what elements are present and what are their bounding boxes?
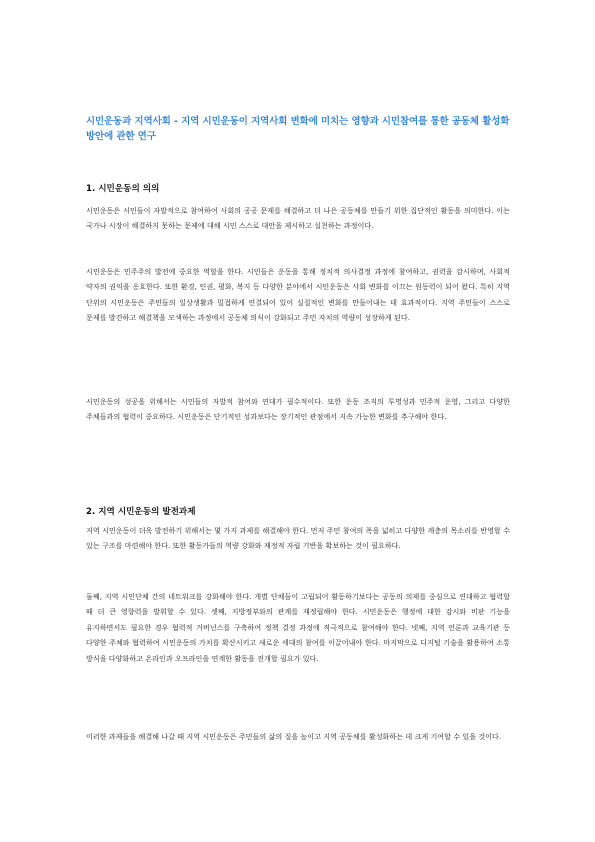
section-heading-1: 1. 시민운동의 의의 xyxy=(86,184,160,194)
section-2-paragraph-1: 지역 시민운동이 더욱 발전하기 위해서는 몇 가지 과제를 해결해야 한다. 먼저 주민 참여의 폭을 넓히고 다양한 계층의 목소리를 반영할 수 있는 구조를 마련해야 한다. 또한 활동가들의 역량 강화와 재정적 자립 기반을 확보하는 것이 필요하다. xyxy=(86,526,510,551)
section-2-paragraph-3: 이러한 과제들을 해결해 나갈 때 지역 시민운동은 주민들의 삶의 질을 높이고 지역 공동체를 활성화하는 데 크게 기여할 수 있을 것이다. xyxy=(86,732,502,741)
section-heading-2: 2. 지역 시민운동의 발전과제 xyxy=(86,507,196,517)
section-2-paragraph-2: 둘째, 지역 시민단체 간의 네트워크를 강화해야 한다. 개별 단체들이 고립되어 활동하기보다는 공동의 의제를 중심으로 연대하고 협력할 때 더 큰 영향력을 발휘할 수 있다. 셋째, 지방정부와의 관계를 재정립해야 한다. 시민운동은 행정에 대한 감시와 비판 기능을 유지하면서도 필요한 경우 협력적 거버넌스를 구축하여 정책 결정 과정에 적극적으로 참여해야 한다. 넷째, 지역 언론과 교육기관 등 다양한 주체와 협력하여 시민운동의 가치를 확산시키고 새로운 세대의 참여를 이끌어내야 한다. 마지막으로 디지털 기술을 활용하여 소통 방식을 다양화하고 온라인과 오프라인을 연계한 활동을 전개할 필요가 있다. xyxy=(86,592,510,663)
section-1-paragraph-1: 시민운동은 시민들이 자발적으로 참여하여 사회의 공공 문제를 해결하고 더 나은 공동체를 만들기 위한 집단적인 활동을 의미한다. 이는 국가나 시장이 해결하지 못하는 문제에 대해 시민 스스로 대안을 제시하고 실천하는 과정이다. xyxy=(86,206,510,231)
document-title: 시민운동과 지역사회 - 지역 시민운동이 지역사회 변화에 미치는 영향과 시민참여를 통한 공동체 활성화 방안에 관한 연구 xyxy=(86,116,510,142)
section-1-paragraph-3: 시민운동의 성공을 위해서는 시민들의 자발적 참여와 연대가 필수적이다. 또한 운동 조직의 투명성과 민주적 운영, 그리고 다양한 주체들과의 협력이 중요하다. 시민운동은 단기적인 성과보다는 장기적인 관점에서 지속 가능한 변화를 추구해야 한다. xyxy=(86,397,510,422)
section-1-paragraph-2: 시민운동은 민주주의 발전에 중요한 역할을 한다. 시민들은 운동을 통해 정치적 의사결정 과정에 참여하고, 권력을 감시하며, 사회적 약자의 권익을 옹호한다. 또한 환경, 인권, 평화, 복지 등 다양한 분야에서 시민운동은 사회 변화를 이끄는 원동력이 되어 왔다. 특히 지역 단위의 시민운동은 주민들의 일상생활과 밀접하게 연결되어 있어 실질적인 변화를 만들어내는 데 효과적이다. 지역 주민들이 스스로 문제를 발견하고 해결책을 모색하는 과정에서 공동체 의식이 강화되고 주민 자치의 역량이 성장하게 된다. xyxy=(86,267,510,323)
